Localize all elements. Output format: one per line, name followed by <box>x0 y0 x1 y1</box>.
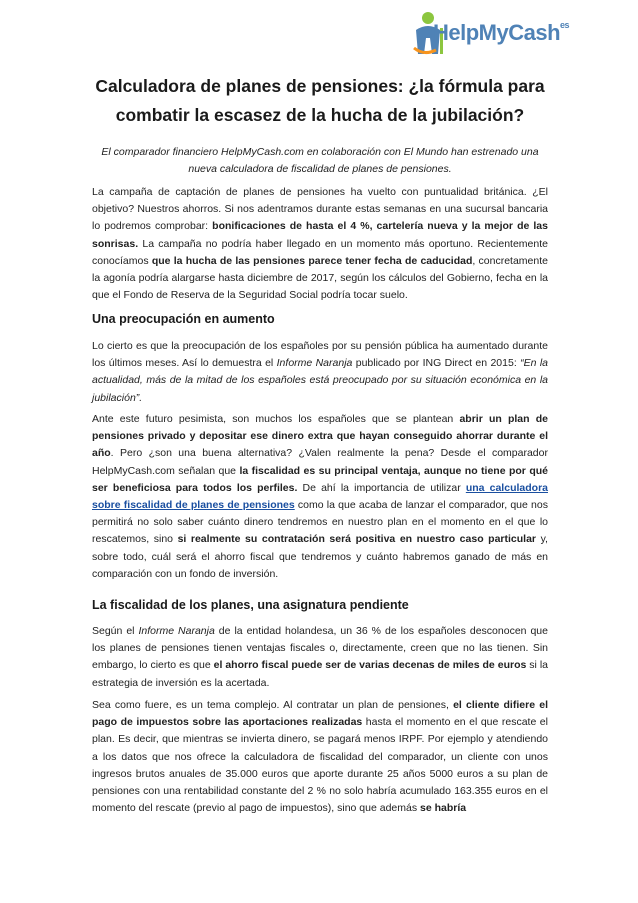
calculator-link[interactable]: una calculadora sobre fiscalidad de planes de pensiones <box>92 481 548 512</box>
paragraph-2: Lo cierto es que la preocupación de los españoles por su pensión pública ha aumentado durante los últimos meses. Así lo demuestra el Informe Naranja publicado por ING Direct en 2015: “En la actualidad, más de la mitad de los españoles está preocupado por su situación económica en la jubilación”. <box>92 340 548 404</box>
paragraph-3: Ante este futuro pesimista, son muchos los españoles que se plantean abrir un plan de pensiones privado y depositar ese dinero extra que hayan conseguido ahorrar durante el año. Pero ¿son una buena alternativa? ¿Valen realmente la pena? Desde el comparador HelpMyCash.com señalan que la fiscalidad es su principal ventaja, aunque no tiene por qué ser beneficiosa para todos los perfiles. De ahí la importancia de utilizar una calculadora sobre fiscalidad de planes de pensiones como la que acaba de lanzar el comparador, que nos permitirá no solo saber cuánto dinero tendremos en nuestro plan en el momento en el que lo rescatemos, sino si realmente su contratación será positiva en nuestro caso particular y, sobre todo, cuál será el ahorro fiscal que tendremos y cuánto habremos ganado de más en comparación con un fondo de inversión. <box>92 413 548 580</box>
logo-wordmark: HelpMyCash$^{es}$ <box>433 20 570 45</box>
section-heading-2: La fiscalidad de los planes, una asignatura pendiente <box>92 598 409 612</box>
paragraph-5: Sea como fuere, es un tema complejo. Al contratar un plan de pensiones, el cliente difiere el pago de impuestos sobre las aportaciones realizadas hasta el momento en el que rescate el plan. Es decir, que mientras se invierta dinero, se pagará menos IRPF. Por ejemplo y atendiendo a los datos que nos ofrece la calculadora de fiscalidad del comparador, un cliente con unos ingresos brutos anuales de 35.000 euros que aporte durante 25 años 5000 euros a su plan de pensiones con una rentabilidad constante del 2 % no solo habría acumulado 163.355 euros en el momento del rescate (previo al pago de impuestos), sino que además se habría <box>92 699 548 815</box>
article-title: Calculadora de planes de pensiones: ¿la fórmula para combatir la escasez de la hucha de la jubilación? <box>95 76 545 125</box>
section-heading-1: Una preocupación en aumento <box>92 312 275 326</box>
paragraph-1: La campaña de captación de planes de pensiones ha vuelto con puntualidad británica. ¿El objetivo? Nuestros ahorros. Si nos adentramos durante estas semanas en una sucursal bancaria lo podremos comprobar: bonificaciones de hasta el 4 %, cartelería nueva y la mejor de las sonrisas. La campaña no podría haber llegado en un momento más oportuno. Recientemente conocíamos que la hucha de las pensiones parece tener fecha de caducidad, concretamente la agonía podría alargarse hasta diciembre de 2017, según los cálculos del Gobierno, fecha en la que el Fondo de Reserva de la Seguridad Social podría tocar suelo. <box>92 186 548 302</box>
article-lead: El comparador financiero HelpMyCash.com en colaboración con El Mundo han estrenado una nueva calculadora de fiscalidad de planes de pensiones. <box>101 146 539 175</box>
paragraph-4: Según el Informe Naranja de la entidad holandesa, un 36 % de los españoles desconocen que los planes de pensiones tienen ventajas fiscales o, directamente, creen que no las tienen. Sin embargo, lo cierto es que el ahorro fiscal puede ser de varias decenas de miles de euros si la estrategia de inversión es la acertada. <box>92 625 549 689</box>
